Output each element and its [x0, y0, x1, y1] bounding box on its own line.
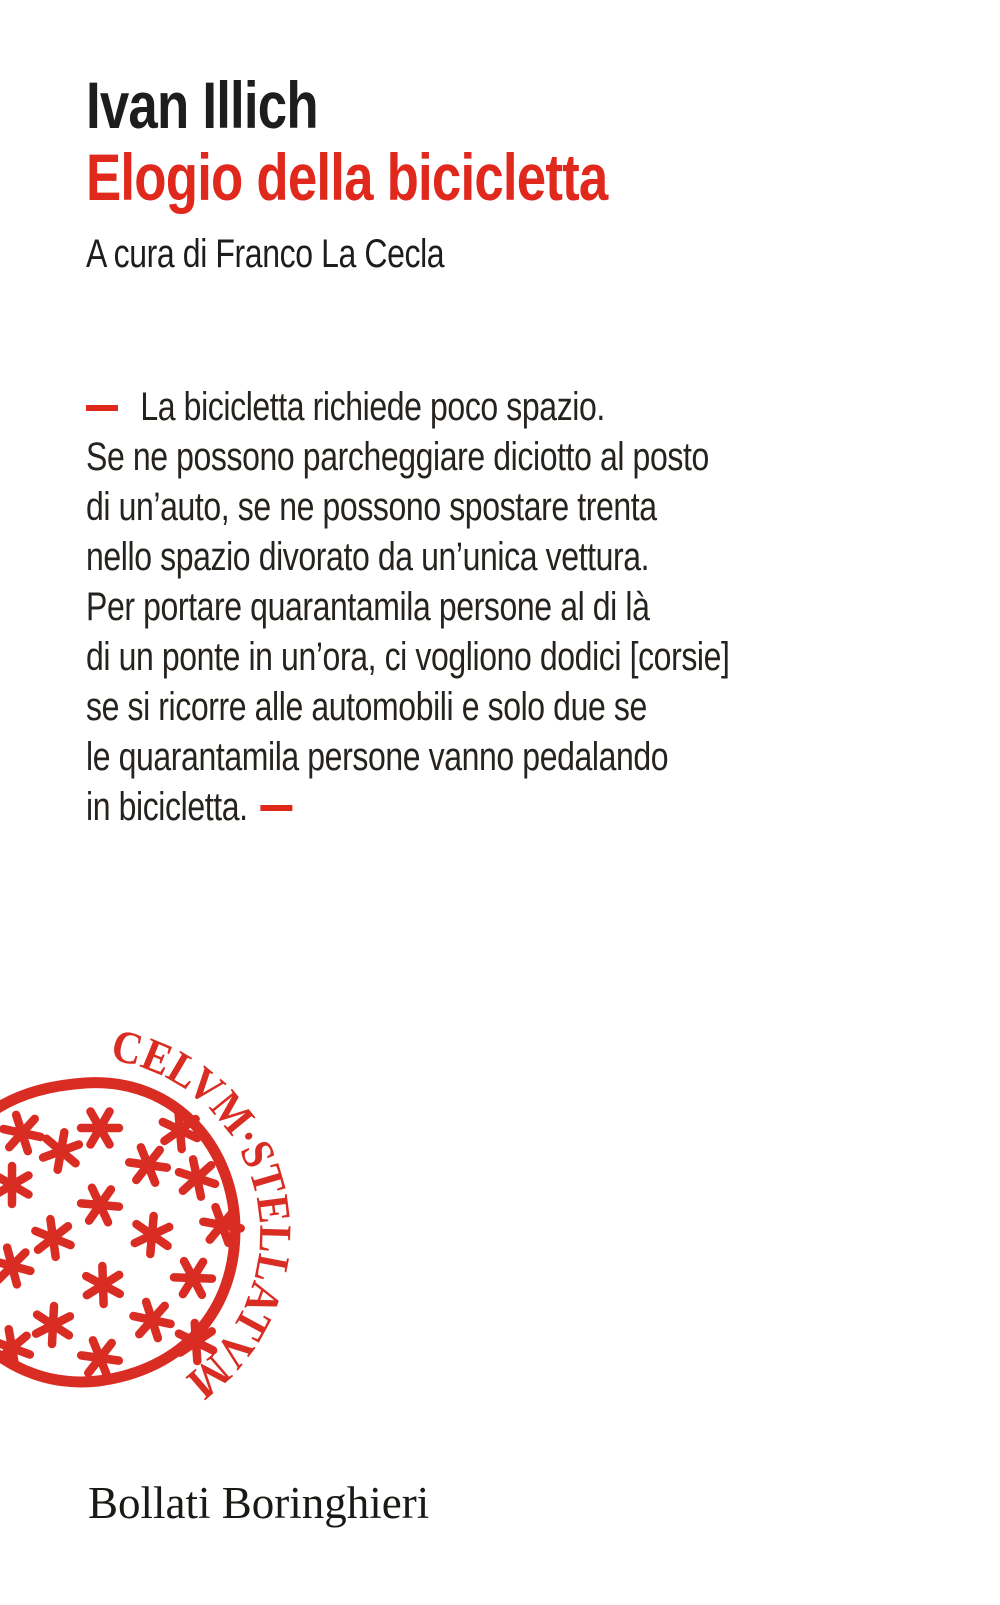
seal-text: CELVM·STELLATVM — [107, 1019, 302, 1413]
quote-line — [86, 732, 730, 782]
star-icon — [0, 1113, 44, 1153]
star-icon — [28, 1301, 78, 1349]
quote-line-text: di un ponte in un’ora, ci vogliono dodici [corsie] — [86, 635, 730, 679]
star-icon — [29, 1216, 77, 1261]
star-icon — [130, 1300, 174, 1340]
quote-line — [86, 432, 730, 482]
star-icon — [81, 1112, 119, 1145]
quote-line — [86, 582, 730, 632]
star-icon — [173, 1261, 212, 1295]
quote-line — [86, 482, 730, 532]
quote-line — [86, 632, 730, 682]
publisher-wordmark: Bollati Boringhieri — [88, 1478, 430, 1528]
star-icon — [36, 1126, 86, 1176]
quote-line — [86, 532, 730, 582]
quote-line — [86, 682, 730, 732]
red-dash-start — [86, 405, 118, 411]
red-dash-end — [260, 805, 292, 811]
star-icon — [127, 1211, 177, 1260]
star-icon — [0, 1161, 37, 1209]
quote-line-text: La bicicletta richiede poco spazio. — [140, 385, 605, 429]
header-block — [86, 68, 608, 276]
star-icon — [127, 1146, 169, 1184]
star-icon — [174, 1156, 220, 1199]
book-title: Elogio della bicicletta — [86, 140, 608, 214]
celum-stellatum-seal — [0, 1018, 340, 1418]
pull-quote — [86, 382, 730, 832]
quote-line-text: Per portare quarantamila persone al di là — [86, 585, 650, 629]
quote-line-text: di un’auto, se ne possono spostare trenta — [86, 485, 657, 529]
quote-line — [86, 782, 730, 832]
star-icon — [0, 1245, 35, 1287]
quote-line-text: le quarantamila persone vanno pedalando — [86, 735, 669, 779]
quote-line-text: Se ne possono parcheggiare diciotto al posto — [86, 435, 709, 479]
author-name: Ivan Illich — [86, 68, 318, 142]
quote-line-text: se si ricorre alle automobili e solo due se — [86, 685, 647, 729]
quote-line-text: nello spazio divorato da un’unica vettura. — [86, 535, 650, 579]
star-icon — [78, 1262, 127, 1309]
curator-line: A cura di Franco La Cecla — [86, 232, 445, 276]
quote-line — [86, 382, 730, 432]
star-icon — [80, 1187, 121, 1223]
star-icon — [79, 1339, 121, 1377]
quote-line-text: in bicicletta. — [86, 785, 248, 829]
